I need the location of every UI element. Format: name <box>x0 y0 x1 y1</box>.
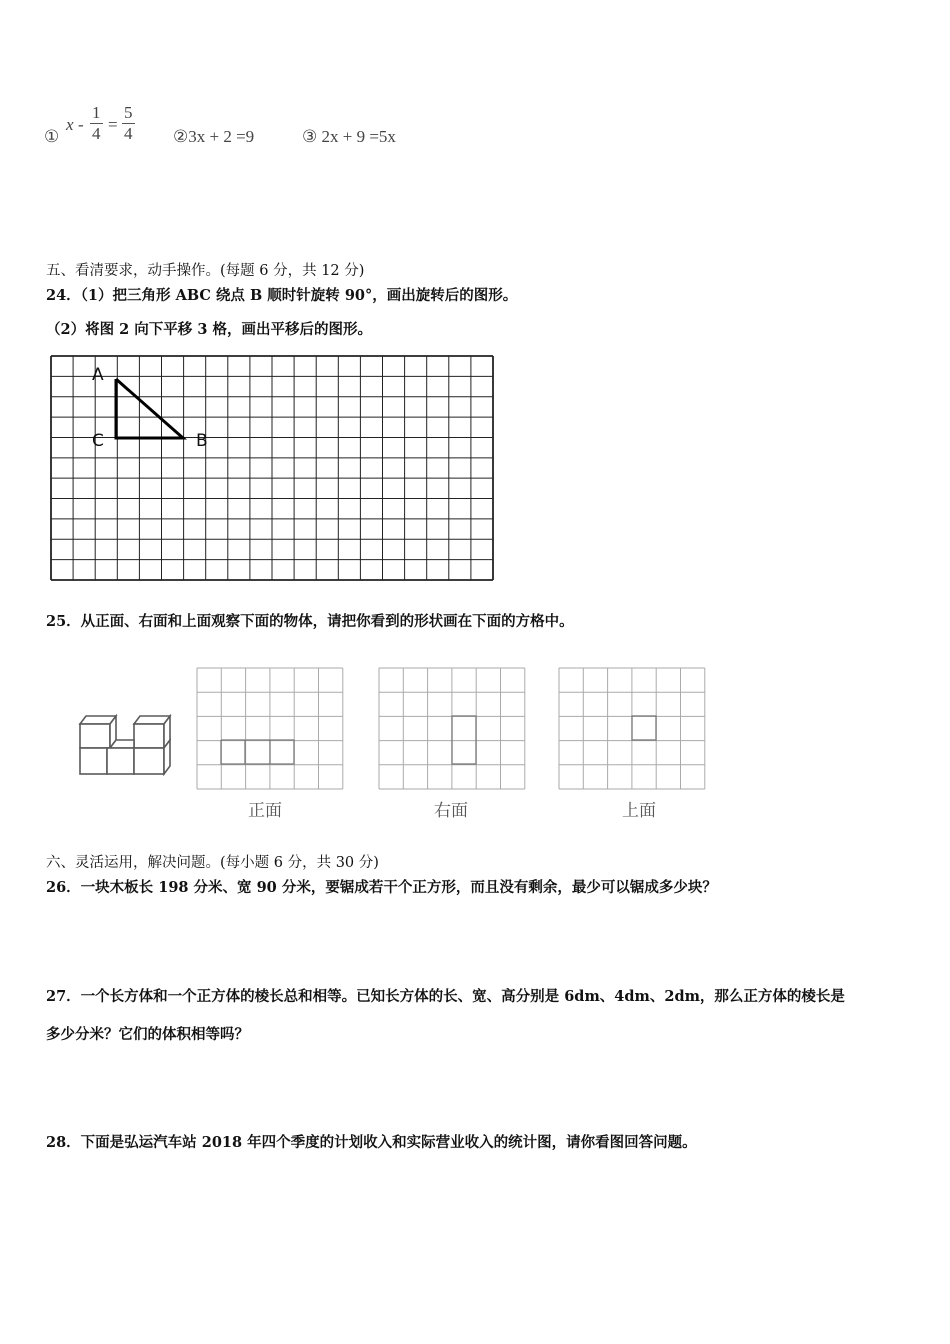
top-view-label: 上面 <box>622 801 656 821</box>
eq1-minus: - <box>78 115 84 134</box>
eq2-marker: ② <box>173 127 189 146</box>
right-view-label: 右面 <box>434 801 468 821</box>
q26-text: 26．一块木板长 198 分米、宽 90 分米，要锯成若干个正方形，而且没有剩余，最少可以锯成多少块？ <box>46 879 717 896</box>
q24-line-2: （2）将图 2 向下平移 3 格，画出平移后的图形。 <box>46 321 372 338</box>
eq2-text: 3x + 2 =9 <box>188 127 255 146</box>
equation-3 <box>302 127 396 147</box>
q27-line-2: 多少分米？它们的体积相等吗？ <box>46 1026 249 1043</box>
vertex-b-label: B <box>196 431 208 451</box>
front-view-label: 正面 <box>248 801 282 821</box>
q24-line-1: 24．（1）把三角形 ABC 绕点 B 顺时针旋转 90°，画出旋转后的图形。 <box>46 287 518 304</box>
eq3-text: 2x + 9 =5x <box>321 127 396 146</box>
q24-grid <box>48 354 498 584</box>
q25-text: 25．从正面、右面和上面观察下面的物体，请把你看到的形状画在下面的方格中。 <box>46 613 574 630</box>
right-view-grid <box>378 667 528 791</box>
front-view-grid <box>196 667 346 791</box>
eq3-marker: ③ <box>302 127 318 146</box>
eq1-marker: ① <box>44 127 60 146</box>
top-view-grid <box>558 667 708 791</box>
eq1-fraction-a <box>90 103 103 144</box>
eq1-fraction-a-denominator: 4 <box>92 124 101 143</box>
section-5-heading: 五、看清要求，动手操作。(每题 6 分，共 12 分) <box>46 263 365 279</box>
eq1-fraction-b <box>122 103 135 144</box>
section-6-heading: 六、灵活运用，解决问题。(每小题 6 分，共 30 分) <box>46 855 379 871</box>
q28-text: 28．下面是弘运汽车站 2018 年四个季度的计划收入和实际营业收入的统计图，请你看图回答问题。 <box>46 1134 697 1151</box>
eq1-variable: x <box>66 115 74 134</box>
eq1-fraction-a-numerator: 1 <box>92 103 101 122</box>
eq1-fraction-b-denominator: 4 <box>124 124 133 143</box>
q27-line-1: 27．一个长方体和一个正方体的棱长总和相等。已知长方体的长、宽、高分别是 6dm、4dm、2dm，那么正方体的棱长是 <box>46 988 845 1005</box>
triangle-abc <box>116 379 183 438</box>
eq1-equals: = <box>108 115 118 134</box>
eq1-fraction-b-numerator: 5 <box>124 103 133 122</box>
cube-object-drawing <box>74 708 178 780</box>
vertex-a-label: A <box>92 365 104 385</box>
equation-2 <box>173 127 254 147</box>
vertex-c-label: C <box>92 431 104 451</box>
